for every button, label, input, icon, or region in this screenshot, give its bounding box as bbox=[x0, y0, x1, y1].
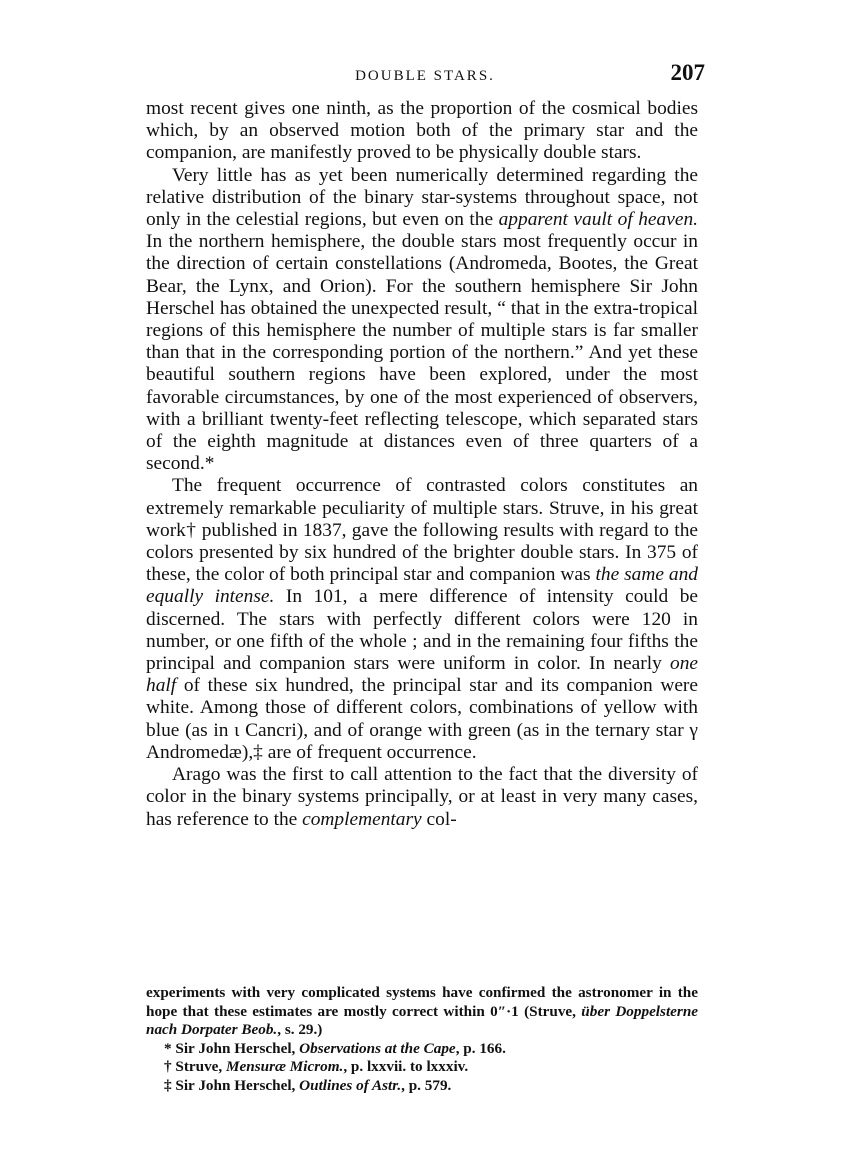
text-run: , p. 166. bbox=[455, 1039, 506, 1057]
text-run: , p. 579. bbox=[401, 1076, 452, 1094]
footnote bbox=[146, 1077, 698, 1096]
footnote bbox=[146, 1058, 698, 1077]
text-run: Arago was the first to call attention to the fact that the diversity of color in the binary systems principally, or at least in very many cases, has reference to the bbox=[146, 764, 698, 830]
italic-text-run: complementary bbox=[302, 808, 422, 830]
text-run: experiments with very complicated systems have confirmed the astronomer in the hope that these estimates are mostly correct within 0″·1 (Struve, bbox=[146, 984, 698, 1020]
italic-text-run: the same and equally intense. bbox=[146, 564, 698, 608]
footnote-continuation bbox=[146, 984, 698, 1040]
main-text bbox=[146, 98, 698, 831]
paragraph bbox=[146, 764, 698, 831]
footnote bbox=[146, 1040, 698, 1059]
italic-text-run: Observations at the Cape bbox=[299, 1039, 456, 1057]
italic-text-run: one half bbox=[146, 653, 698, 697]
text-run: In the northern hemisphere, the double stars most frequently occur in the direction of certain constellations (Andromeda, Bootes, the Great Bear, the Lynx, and Orion). For the southern hemisphere Sir John Herschel has obtained the unexpected result, “ that in the extra-tropical regions of this hemisphere the number of multiple stars is far smaller than that in the corresponding portion of the northern.” And yet these beautiful southern regions have been explored, under the most favorable circumstances, by one of the most experienced of observers, with a brilliant twenty-feet reflecting telescope, which separated stars of the eighth magnitude at distances even of three quarters of a second.* bbox=[146, 231, 698, 475]
paragraph bbox=[146, 165, 698, 476]
footnotes bbox=[146, 984, 698, 1095]
text-run: of these six hundred, the principal star and its companion were white. Among those of different colors, combinations of yellow with blue (as in ι Cancri), and of orange with green (as in the ternary star γ Andromedæ),‡ are of frequent occurrence. bbox=[146, 675, 698, 763]
text-run: † Struve, bbox=[164, 1058, 227, 1075]
italic-text-run: Mensuræ Microm. bbox=[226, 1058, 344, 1075]
text-run: In 101, a mere difference of intensity could be discerned. The stars with perfectly different colors were 120 in number, or one fifth of the whole ; and in the remaining four fifths the principal and companion stars were uniform in color. In nearly bbox=[146, 586, 699, 675]
text-run: , p. lxxvii. to lxxxiv. bbox=[343, 1058, 469, 1075]
running-title: DOUBLE STARS. bbox=[355, 68, 495, 84]
page-header bbox=[145, 60, 705, 100]
text-run: Very little has as yet been numerically determined regarding the relative distribution of the binary star-systems throughout space, not only in the celestial regions, but even on the bbox=[146, 164, 698, 231]
text-run: ‡ Sir John Herschel, bbox=[164, 1076, 300, 1094]
text-run: most recent gives one ninth, as the proportion of the cosmical bodies which, by an observed motion both of the primary star and the companion, are manifestly proved to be physically double stars. bbox=[146, 98, 698, 164]
italic-text-run: apparent vault of heaven. bbox=[498, 209, 698, 231]
text-run: The frequent occurrence of contrasted colors constitutes an extremely remarkable peculiarity of multiple stars. Struve, in his great work† published in 1837, gave the following results with regard to the colors presented by six hundred of the brighter double stars. In 375 of these, the color of both principal star and companion was bbox=[146, 475, 698, 586]
text-run: * Sir John Herschel, bbox=[164, 1039, 300, 1057]
text-run: , s. 29.) bbox=[277, 1021, 323, 1038]
italic-text-run: Outlines of Astr. bbox=[299, 1076, 402, 1094]
paragraph bbox=[146, 475, 698, 764]
italic-text-run: über Doppelsterne nach Dorpater Beob. bbox=[146, 1002, 699, 1038]
paragraph bbox=[146, 98, 698, 165]
text-run: col- bbox=[421, 808, 457, 830]
page-number: 207 bbox=[670, 60, 705, 85]
